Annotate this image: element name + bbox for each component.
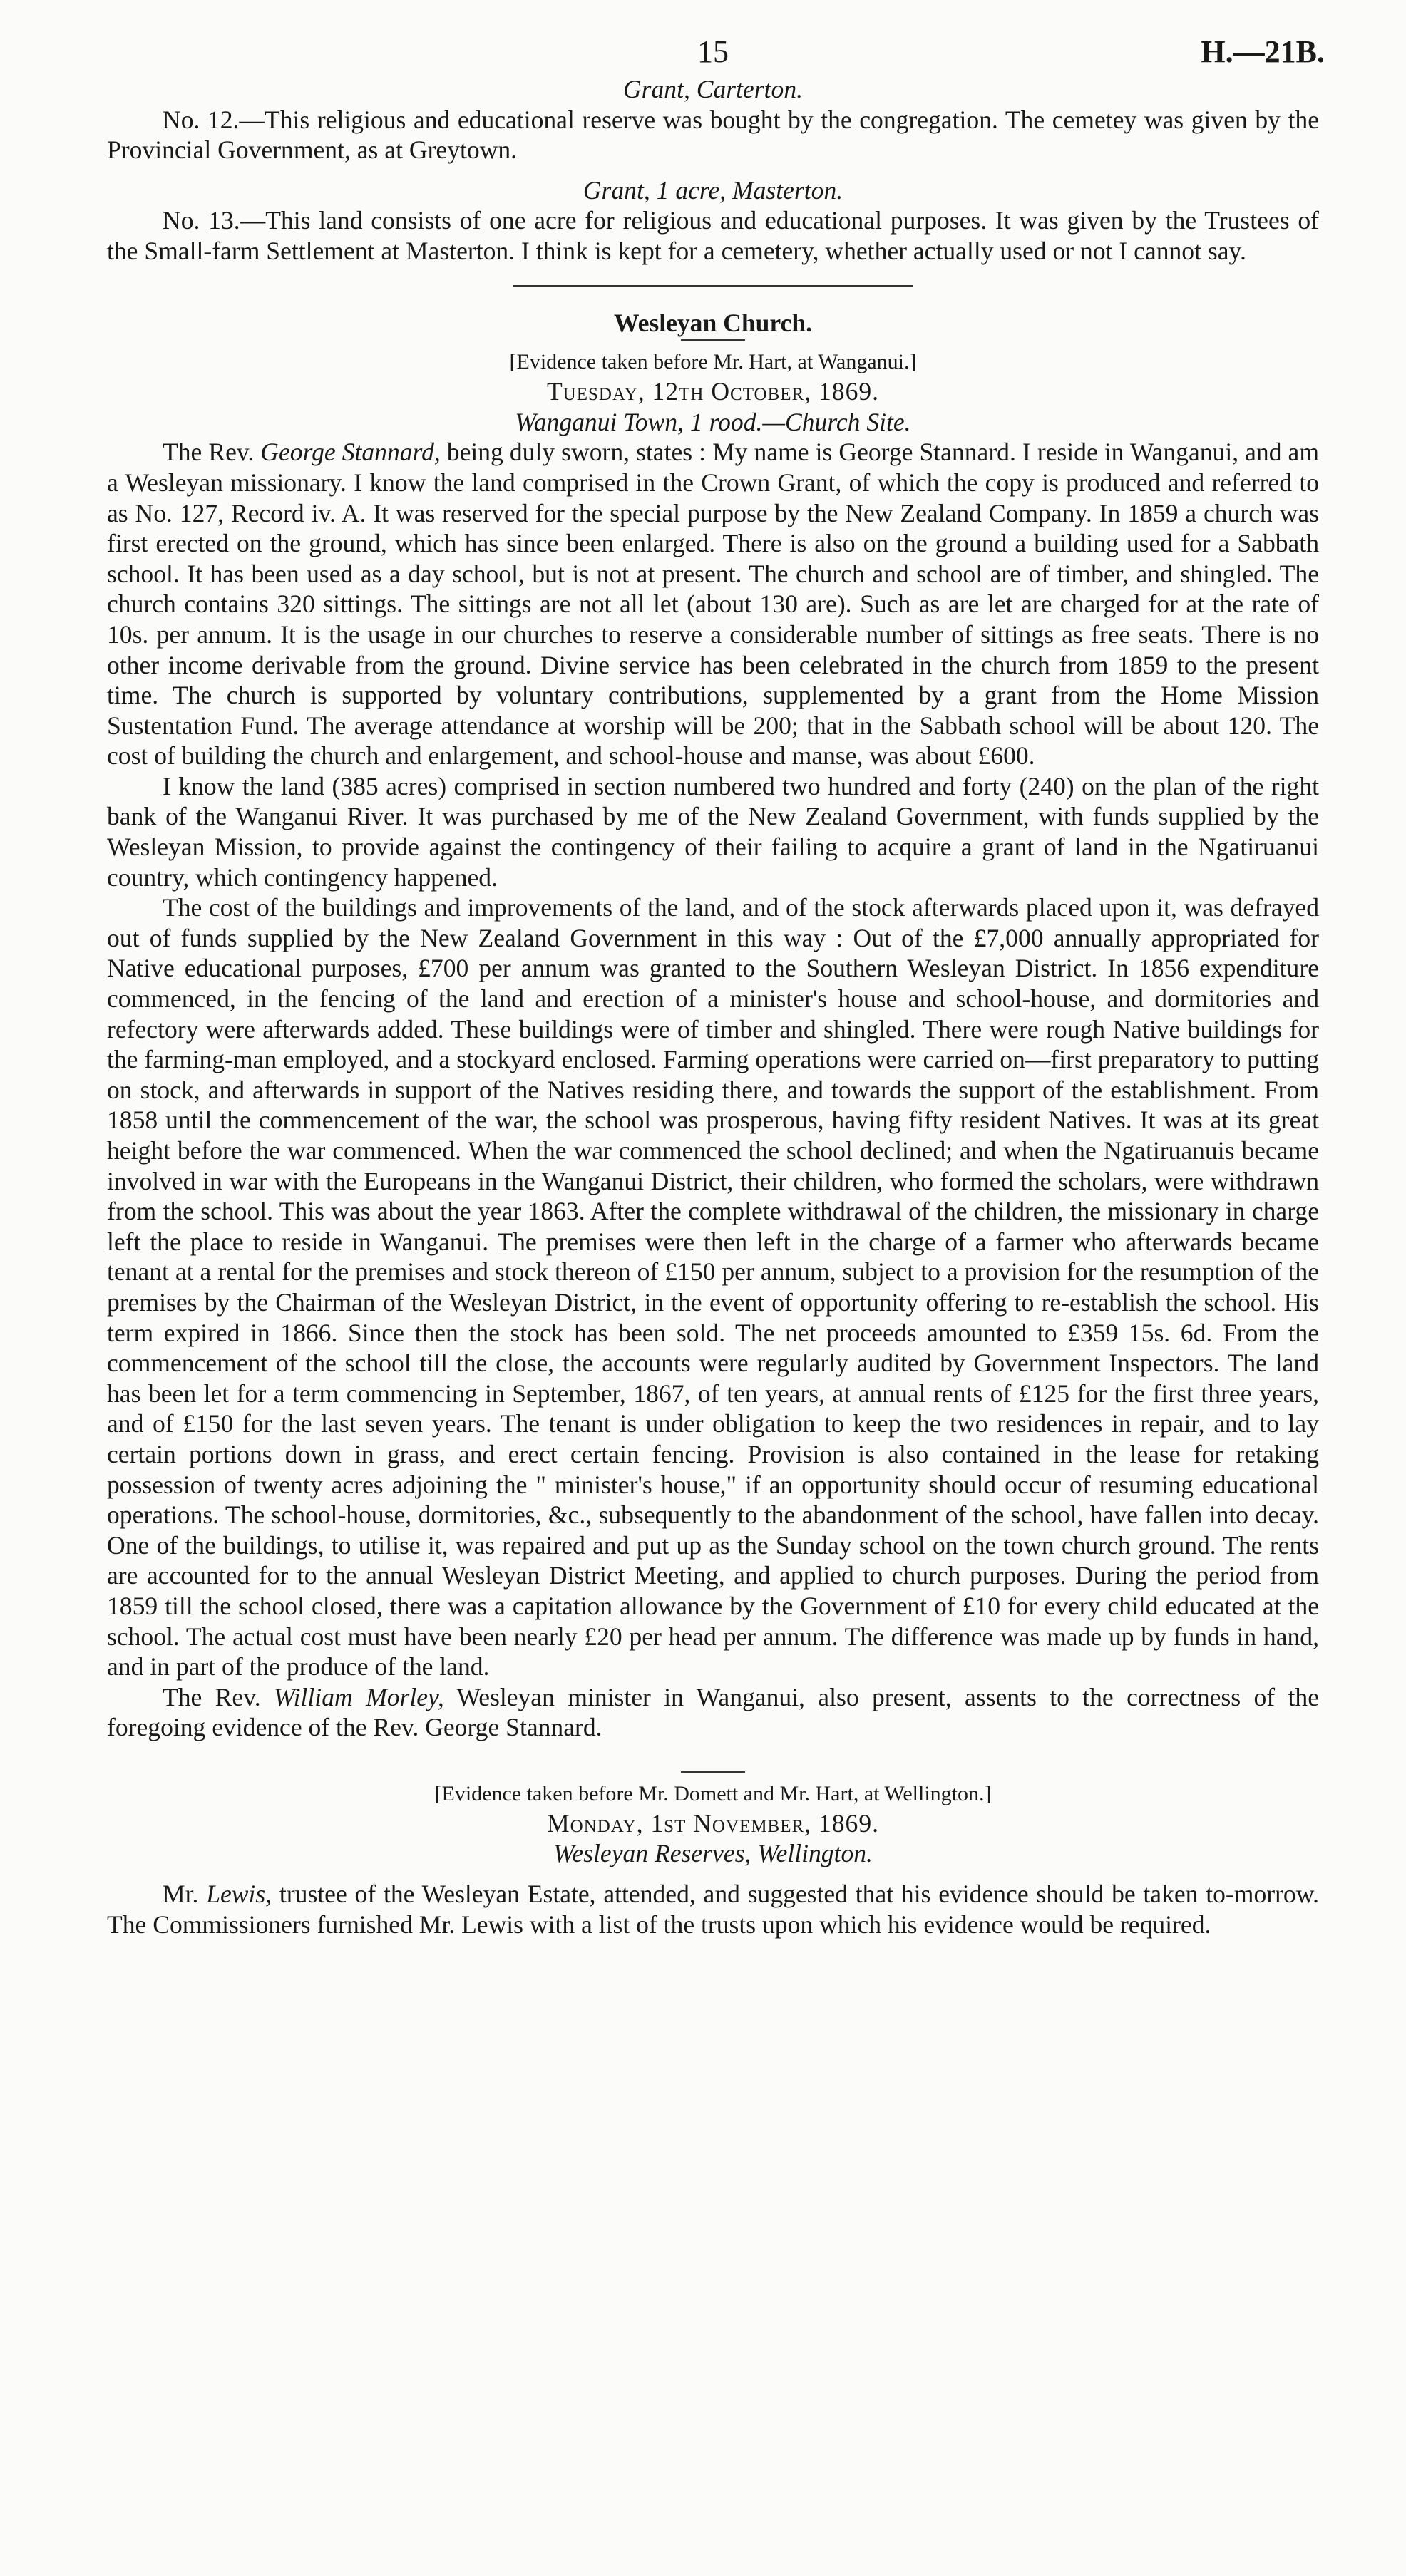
body-text: Wesleyan minister in Wanganui, also present, assents to the correctness of the foregoing evidence of the Rev. George Stannard. [107,1682,1319,1742]
paragraph-lewis [107,1879,1319,1939]
page-number: 15 [697,34,729,69]
lead-text: Mr. [163,1880,207,1909]
paragraph-land-385-acres: I know the land (385 acres) comprised in section numbered two hundred and forty (240) on the plan of the right bank of the Wanganui River. It was purchased by me of the New Zealand Government, with funds supplied by the Wesleyan Mission, to provide against the contingency of their failing to acquire a grant of land in the Ngatiruanui country, which contingency happened. [107,771,1319,892]
subheading-wanganui-town: Wanganui Town, 1 rood.—Church Site. [515,407,911,436]
lead-text: The Rev. [163,1682,274,1711]
paragraph-no-13: No. 13.—This land consists of one acre for religious and educational purposes. It was given by the Trustees of the Small-farm Settlement at Masterton. I think is kept for a cemetery, whether actually used or not I cannot say. [107,206,1319,265]
section-divider [513,285,913,287]
divider-short [681,1771,745,1773]
testimony-stannard [107,437,1319,771]
title-underline [681,339,745,341]
body-text: being duly sworn, states : My name is George Stannard. I reside in Wanganui, and am a Wesleyan missionary. I know the land comprised in the Crown Grant, of which the copy is produced and referred to as No. 127, Record iv. A. It was reserved for the special purpose by the New Zealand Company. In 1859 a church was first erected on the ground, which has since been enlarged. There is also on the ground a building used for a Sabbath school. It has been used as a day school, but is not at present. The church and school are of timber, and shingled. The church contains 320 sittings. The sittings are not all let (about 130 are). Such as are let are charged for at the rate of 10s. per annum. It is the usage in our churches to reserve a considerable number of sittings as free seats. There is no other income derivable from the ground. Divine service has been celebrated in the church from 1859 to the present time. The church is supported by voluntary contributions, supplemented by a grant from the Home Mission Sustentation Fund. The average attendance at worship will be 200; that in the Sabbath school will be about 120. The cost of building the church and enlargement, and school-house and manse, was about £600. [107,438,1320,771]
lead-text: The Rev. [163,438,261,467]
body-text: trustee of the Wesleyan Estate, attended, and suggested that his evidence should be taken to-morrow. The Commissioners furnished Mr. Lewis with a list of the trusts upon which his evidence would be required. [107,1880,1319,1939]
running-header [107,0,1325,69]
date-wellington: Monday, 1st November, 1869. [546,1808,880,1838]
witness-name: George Stannard, [260,438,441,467]
witness-name: Lewis, [206,1880,272,1909]
section-heading-masterton: Grant, 1 acre, Masterton. [583,175,843,205]
subheading-wesleyan-reserves: Wesleyan Reserves, Wellington. [553,1839,873,1868]
document-reference: H.—21B. [1201,34,1325,69]
witness-name: William Morley, [273,1682,444,1711]
text-column [107,0,1325,1939]
wesleyan-church-title: Wesleyan Church. [613,308,813,337]
section-heading-carterton: Grant, Carterton. [622,75,804,103]
date-wanganui: Tuesday, 12th October, 1869. [546,377,880,406]
paragraph-cost-of-buildings: The cost of the buildings and improvements of the land, and of the stock afterwards placed upon it, was defrayed out of funds supplied by the New Zealand Government in this way : Out of the £7,000 annually appropriated for Native educational purposes, £700 per annum was granted to the Southern Wesleyan District. In 1856 expenditure commenced, in the fencing of the land and erection of a minister's house and school-house, and dormitories and refectory were afterwards added. These buildings were of timber and shingled. There were rough Native buildings for the farming-man employed, and a stockyard enclosed. Farming operations were carried on—first preparatory to putting on stock, and afterwards in support of the Natives residing there, and towards the support of the establishment. From 1858 until the commencement of the war, the school was prosperous, having fifty resident Natives. It was at its great height before the war commenced. When the war commenced the school declined; and when the Ngatiruanuis became involved in war with the Europeans in the Wanganui District, their children, who formed the scholars, were withdrawn from the school. This was about the year 1863. After the complete withdrawal of the children, the missionary in charge left the place to reside in Wanganui. The premises were then left in the charge of a farmer who afterwards became tenant at a rental for the premises and stock thereon of £150 per annum, subject to a provision for the resumption of the premises by the Chairman of the Wesleyan District, in the event of opportunity offering to re-establish the school. His term expired in 1866. Since then the stock has been sold. The net proceeds amounted to £359 15s. 6d. From the commencement of the school till the close, the accounts were regularly audited by Government Inspectors. The land has been let for a term commencing in September, 1867, of ten years, at annual rents of £125 for the first three years, and of £150 for the last seven years. The tenant is under obligation to keep the two residences in repair, and to lay certain portions down in grass, and erect certain fencing. Provision is also contained in the lease for retaking possession of twenty acres adjoining the " minister's house," if an opportunity should occur of resuming educational operations. The school-house, dormitories, &c., subsequently to the abandonment of the school, have fallen into decay. One of the buildings, to utilise it, was repaired and put up as the Sunday school on the town church ground. The rents are accounted for to the annual Wesleyan District Meeting, and applied to church purposes. During the period from 1859 till the school closed, there was a capitation allowance by the Government of £10 for every child educated at the school. The actual cost must have been nearly £20 per head per annum. The difference was made up by funds in hand, and in part of the produce of the land. [107,893,1319,1681]
testimony-morley [107,1682,1319,1743]
paragraph-no-12: No. 12.—This religious and educational reserve was bought by the congregation. The cemetey was given by the Provincial Government, as at Greytown. [107,105,1319,165]
evidence-note-wellington: [Evidence taken before Mr. Domett and Mr. Hart, at Wellington.] [434,1781,992,1805]
evidence-note-wanganui: [Evidence taken before Mr. Hart, at Wanganui.] [509,350,917,374]
